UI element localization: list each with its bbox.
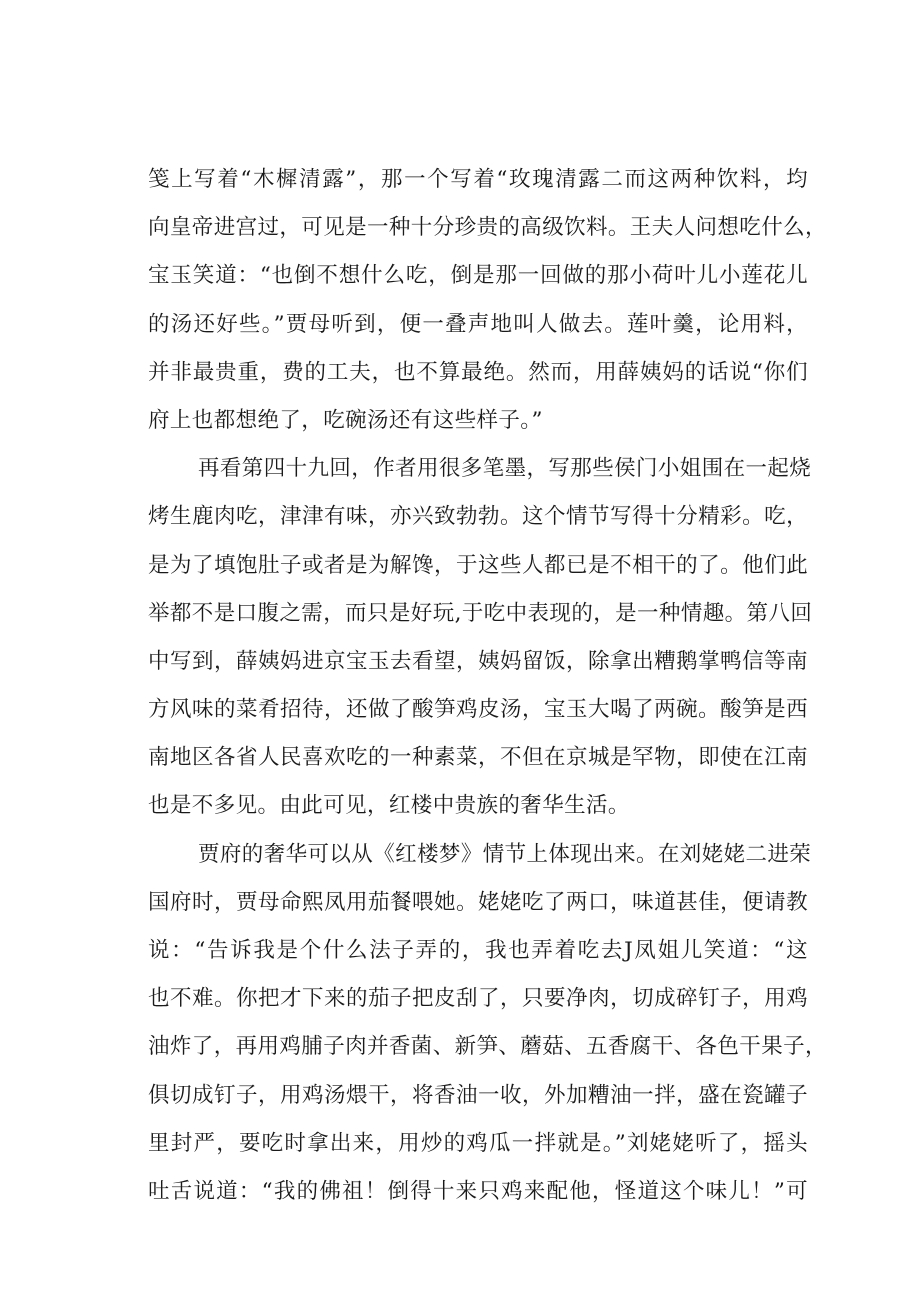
text-line: 宝玉笑道：“也倒不想什么吃，倒是那一回做的那小荷叶儿小莲花儿: [148, 263, 808, 289]
text-line: 油炸了，再用鸡脯子肉并香菌、新笋、蘑菇、五香腐干、各色干果子，: [148, 1034, 827, 1060]
paragraph-3: [148, 831, 827, 1217]
text-line: 烤生鹿肉吃，津津有味，亦兴致勃勃。这个情节写得十分精彩。吃，: [148, 504, 808, 530]
text-line: 笺上写着“木樨清露”，那一个写着“玫瑰清露二而这两种饮料，均: [148, 167, 808, 192]
paragraph-2: [148, 445, 813, 831]
text-line: 中写到，薛姨妈进京宝玉去看望，姨妈留饭，除拿出糟鹅掌鸭信等南: [148, 648, 808, 674]
paragraph-1: [148, 156, 827, 445]
text-line: 的汤还好些。”贾母听到，便一叠声地叫人做去。莲叶羹，论用料，: [148, 311, 808, 337]
text-line: 也是不多见。由此可见，红楼中贵族的奢华生活。: [148, 793, 630, 819]
text-line: 府上也都想绝了，吃碗汤还有这些样子。”: [148, 407, 543, 433]
text-line: 向皇帝进宫过，可见是一种十分珍贵的高级饮料。王夫人问想吃什么，: [148, 215, 827, 241]
text-line: 说：“告诉我是个什么法子弄的，我也弄着吃去J凤姐儿笑道：“这: [148, 938, 808, 963]
text-line: 再看第四十九回，作者用很多笔墨，写那些侯门小姐围在一起烧: [198, 456, 812, 482]
text-line: 也不难。你把才下来的茄子把皮刮了，只要净肉，切成碎钉子，用鸡: [148, 986, 808, 1012]
text-line: 国府时，贾母命熙凤用茄餐喂她。姥姥吃了两口，味道甚佳，便请教: [148, 889, 808, 915]
document-body: [148, 156, 827, 1216]
text-line: 贾府的奢华可以从《红楼梦》情节上体现出来。在刘姥姥二进荣: [198, 841, 812, 867]
text-line: 并非最贵重，费的工夫，也不算最绝。然而，用薛姨妈的话说“你们: [148, 359, 808, 385]
text-line: 里封严，要吃时拿出来，用炒的鸡瓜一拌就是。”刘姥姥听了，摇头: [148, 1130, 808, 1156]
text-line: 举都不是口腹之需，而只是好玩,于吃中表现的，是一种情趣。第八回: [148, 600, 813, 626]
text-line: 俱切成钉子，用鸡汤煨干，将香油一收，外加糟油一拌，盛在瓷罐子: [148, 1082, 808, 1108]
text-line: 南地区各省人民喜欢吃的一种素菜，不但在京城是罕物，即使在江南: [148, 745, 808, 771]
text-line: 是为了填饱肚子或者是为解馋，于这些人都已是不相干的了。他们此: [148, 552, 808, 578]
text-line: 方风味的菜肴招待，还做了酸笋鸡皮汤，宝玉大喝了两碗。酸笋是西: [148, 697, 808, 723]
text-line: 吐舌说道：“我的佛祖！倒得十来只鸡来配他，怪道这个味儿！”可: [148, 1178, 808, 1204]
